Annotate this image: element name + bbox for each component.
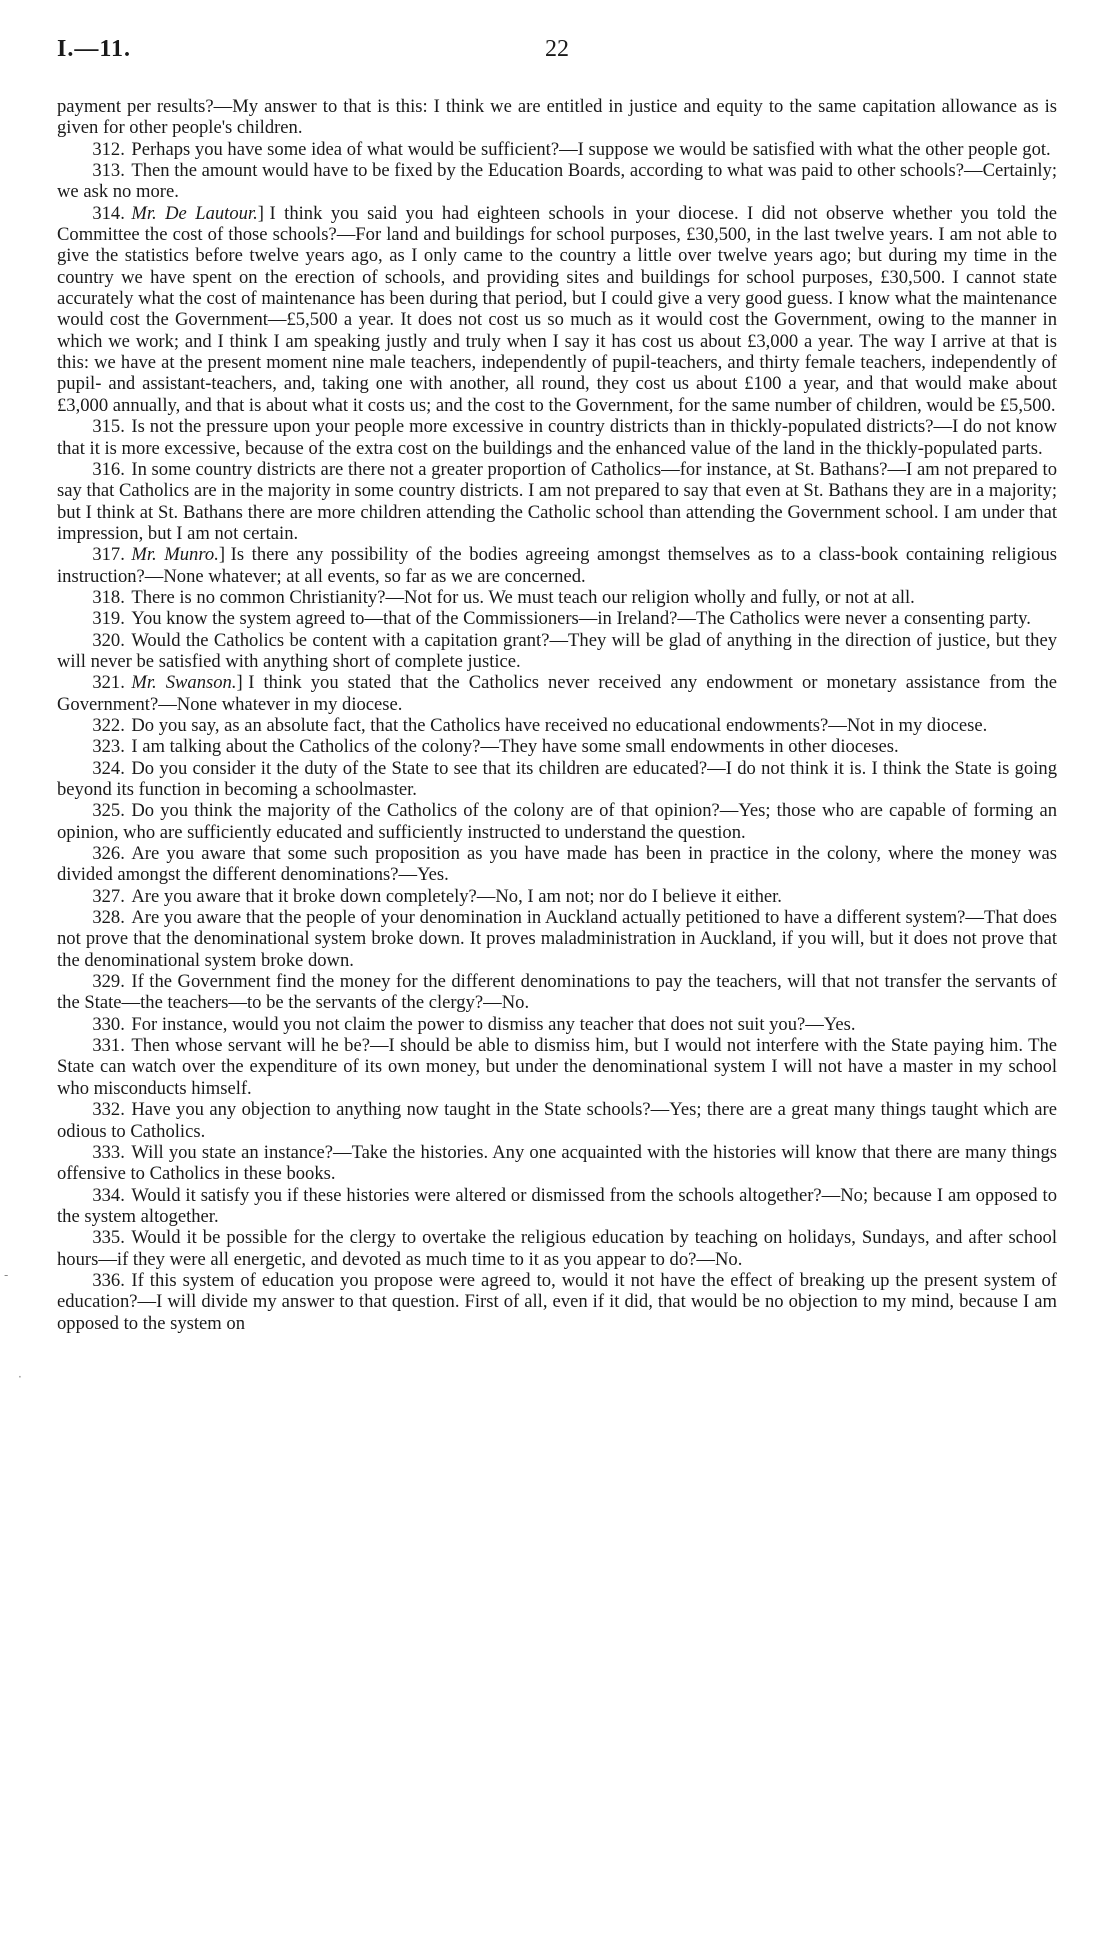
question-number: 330.	[92, 1013, 125, 1035]
question-number: 329.	[92, 971, 125, 993]
paragraph-text: Perhaps you have some idea of what would be sufficient?—I suppose we would be satisfied with what the other people got.	[131, 138, 1051, 160]
paragraph-text: I am talking about the Catholics of the colony?—They have some small endowments in other dioceses.	[131, 736, 899, 758]
margin-mark: -	[4, 1268, 9, 1282]
speaker-bracket: ]	[257, 202, 264, 224]
testimony-paragraph	[57, 843, 1057, 886]
speaker-name: Mr. De Lautour.	[131, 202, 258, 224]
page-header	[57, 36, 1057, 76]
paragraph-text: There is no common Christianity?—Not for us. We must teach our religion wholly and fully, or not at all.	[131, 586, 915, 608]
speaker-bracket: ]	[236, 672, 243, 694]
testimony-paragraph	[57, 715, 1057, 736]
testimony-paragraph	[57, 736, 1057, 757]
paragraph-text: Would the Catholics be content with a capitation grant?—They will be glad of anything in the direction of justice, but they will never be satisfied with anything short of complete justice.	[57, 629, 1057, 672]
paragraph-text: If the Government find the money for the different denominations to pay the teachers, will that not transfer the servants of the State—the teachers—to be the servants of the clergy?—No.	[57, 971, 1057, 1014]
testimony-paragraph	[57, 139, 1057, 160]
testimony-paragraph	[57, 1270, 1057, 1334]
testimony-paragraph	[57, 971, 1057, 1014]
paragraph-text: Are you aware that it broke down completely?—No, I am not; nor do I believe it either.	[131, 885, 782, 907]
speaker-name: Mr. Swanson.	[131, 672, 237, 694]
question-number: 335.	[92, 1227, 125, 1249]
testimony-paragraph	[57, 1142, 1057, 1185]
speaker-bracket: ]	[218, 544, 226, 566]
testimony-paragraph	[57, 1014, 1057, 1035]
paragraph-text: Are you aware that some such proposition as you have made has been in practice in the colony, where the money was divided amongst the different denominations?—Yes.	[57, 843, 1057, 886]
paragraph-text: In some country districts are there not a greater proportion of Catholics—for instance, at St. Bathans?—I am not prepared to say that Catholics are in the majority in some country districts. I am not prepared to say that even at St. Bathans they are in a majority; but I think at St. Bathans there are more children attending the Catholic school than attending the Government school. I am under that impression, but I am not certain.	[57, 458, 1057, 544]
page-number: 22	[545, 36, 569, 62]
margin-mark: ·	[18, 1370, 22, 1384]
paragraph-text: I think you stated that the Catholics never received any endowment or monetary assistance from the Government?—None whatever in my diocese.	[57, 672, 1058, 715]
testimony-paragraph	[57, 672, 1057, 715]
question-number: 324.	[92, 757, 125, 779]
question-number: 331.	[92, 1035, 125, 1057]
testimony-paragraph	[57, 1099, 1057, 1142]
question-number: 313.	[92, 160, 125, 182]
testimony-paragraph	[57, 630, 1057, 673]
testimony-paragraph	[57, 758, 1057, 801]
testimony-paragraph	[57, 907, 1057, 971]
paragraph-text: Do you think the majority of the Catholics of the colony are of that opinion?—Yes; those who are capable of forming an opinion, who are sufficiently educated and sufficiently instructed to understand the question.	[57, 800, 1057, 843]
paragraph-text: If this system of education you propose were agreed to, would it not have the effect of breaking up the present system of education?—I will divide my answer to that question. First of all, even if it did, that would be no objection to my mind, because I am opposed to the system on	[57, 1269, 1057, 1334]
paragraph-text: You know the system agreed to—that of the Commissioners—in Ireland?—The Catholics were never a consenting party.	[131, 608, 1031, 630]
question-number: 314.	[92, 202, 125, 224]
paragraph-text: Then the amount would have to be fixed by the Education Boards, according to what was paid to other schools?—Certainly; we ask no more.	[57, 160, 1057, 203]
testimony-paragraph	[57, 416, 1057, 459]
paragraph-text: For instance, would you not claim the power to dismiss any teacher that does not suit you?—Yes.	[131, 1013, 856, 1035]
testimony-paragraph	[57, 587, 1057, 608]
paragraph-text: Will you state an instance?—Take the histories. Any one acquainted with the histories will know that there are many things offensive to Catholics in these books.	[57, 1141, 1057, 1185]
paragraph-text: Have you any objection to anything now taught in the State schools?—Yes; there are a great many things taught which are odious to Catholics.	[57, 1099, 1057, 1142]
question-number: 322.	[92, 714, 125, 736]
paragraph-text: Is there any possibility of the bodies agreeing amongst themselves as to a class-book containing religious instruction?—None whatever; at all events, so far as we are concerned.	[57, 544, 1057, 587]
question-number: 312.	[92, 138, 125, 160]
question-number: 317.	[92, 544, 125, 566]
testimony-paragraph	[57, 203, 1057, 416]
testimony-paragraph	[57, 544, 1057, 587]
paragraph-text: Is not the pressure upon your people more excessive in country districts than in thickly-populated districts?—I do not know that it is more excessive, because of the extra cost on the buildings and the enhanced value of the land in the thickly-populated parts.	[57, 416, 1057, 459]
question-number: 321.	[92, 672, 125, 694]
question-number: 327.	[92, 885, 125, 907]
testimony-paragraph	[57, 608, 1057, 629]
paragraph-text: Do you consider it the duty of the State to see that its children are educated?—I do not think it is. I think the State is going beyond its function in becoming a schoolmaster.	[57, 757, 1057, 800]
question-number: 326.	[92, 843, 125, 865]
question-number: 316.	[92, 458, 125, 480]
document-body	[57, 96, 1057, 1334]
paragraph-text: Are you aware that the people of your denomination in Auckland actually petitioned to have a different system?—That does not prove that the denominational system broke down. It proves maladministration in Auckland, if you will, but it does not prove that the denominational system broke down.	[57, 907, 1057, 971]
testimony-paragraph	[57, 1035, 1057, 1099]
testimony-paragraph	[57, 800, 1057, 843]
question-number: 334.	[92, 1184, 125, 1206]
question-number: 325.	[92, 800, 125, 822]
question-number: 319.	[92, 608, 125, 630]
paragraph-text: Then whose servant will he be?—I should be able to dismiss him, but I would not interfere with the State paying him. The State can watch over the expenditure of its own money, but under the denominational system I will not have a master in my school who misconducts himself.	[57, 1035, 1057, 1099]
question-number: 332.	[92, 1099, 125, 1121]
testimony-paragraph	[57, 1185, 1057, 1228]
question-number: 333.	[92, 1141, 125, 1163]
paragraph-text: Do you say, as an absolute fact, that the Catholics have received no educational endowments?—Not in my diocese.	[131, 714, 988, 736]
question-number: 323.	[92, 736, 125, 758]
paragraph-text: Would it be possible for the clergy to overtake the religious education by teaching on holidays, Sundays, and after school hours—if they were all energetic, and devoted as much time to it as you appear to do?—No.	[57, 1227, 1057, 1270]
question-number: 336.	[92, 1269, 125, 1291]
testimony-paragraph	[57, 1227, 1057, 1270]
question-number: 318.	[92, 586, 125, 608]
testimony-paragraph	[57, 459, 1057, 544]
paragraph-text: payment per results?—My answer to that is this: I think we are entitled in justice and equity to the same capitation allowance as is given for other people's children.	[57, 96, 1057, 139]
testimony-paragraph	[57, 886, 1057, 907]
document-reference: I.—11.	[57, 36, 132, 62]
testimony-paragraph	[57, 160, 1057, 203]
question-number: 315.	[92, 416, 125, 438]
paragraph-text: Would it satisfy you if these histories were altered or dismissed from the schools altogether?—No; because I am opposed to the system altogether.	[57, 1184, 1057, 1227]
testimony-paragraph	[57, 96, 1057, 139]
question-number: 320.	[92, 629, 125, 651]
question-number: 328.	[92, 907, 125, 929]
speaker-name: Mr. Munro.	[131, 544, 219, 566]
paragraph-text: I think you said you had eighteen schools in your diocese. I did not observe whether you told the Committee the cost of those schools?—For land and buildings for school purposes, £30,500, in the last twelve years. I am not able to give the statistics before twelve years ago, as I only came to the country a little over twelve years ago; but during my time in the country we have spent on the erection of schools, and providing sites and buildings for school purposes, £30,500. I cannot state accurately what the cost of maintenance has been during that period, but I could give a very good guess. I know what the maintenance would cost the Government—£5,500 a year. It does not cost us so much as it would cost the Government, owing to the manner in which we work; and I think I am speaking justly and truly when I say it has cost us about £3,000 a year. The way I arrive at that is this: we have at the present moment nine male teachers, independently of pupil-teachers, and thirty female teachers, independently of pupil- and assistant-teachers, and, taking one with another, all round, they cost us about £100 a year, and that would make about £3,000 annually, and that is about what it costs us; and the cost to the Government, for the same number of children, would be £5,500.	[57, 202, 1058, 416]
